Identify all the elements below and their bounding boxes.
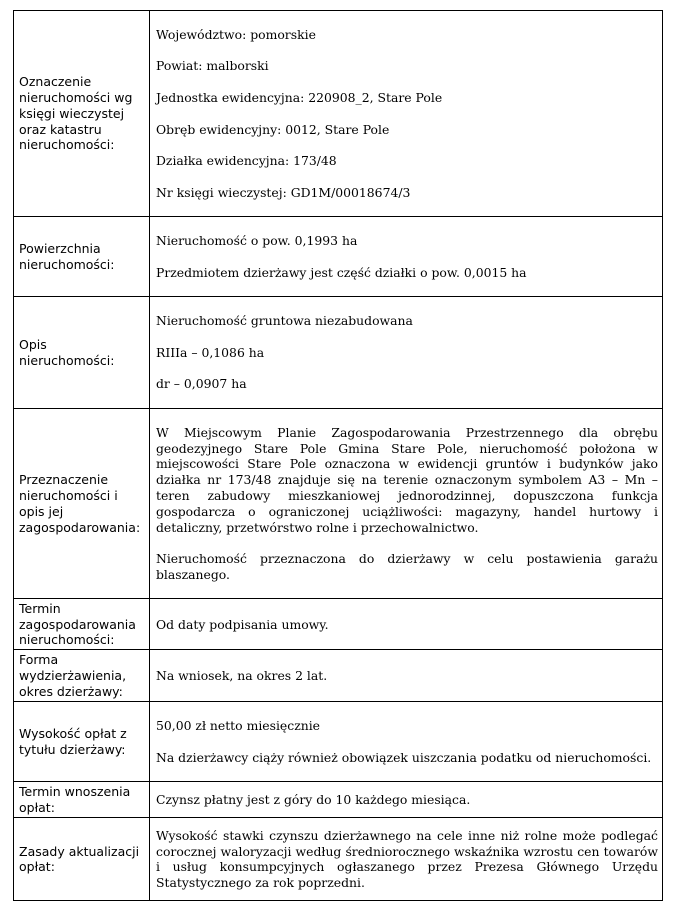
description-label: Opis nieruchomości: (14, 297, 150, 409)
table-row (14, 782, 663, 818)
voivodeship-line: Województwo: pomorskie (156, 26, 316, 42)
purpose-value (150, 408, 663, 599)
soil-class-line: RIIIa – 0,1086 ha (156, 344, 265, 360)
lease-form-value: Na wniosek, na okres 2 lat. (150, 650, 663, 702)
payment-term-label: Termin wnoszenia opłat: (14, 782, 150, 818)
zoning-plan-paragraph: W Miejscowym Planie Zagospodarowania Przestrzennego dla obrębu geodezyjnego Stare Pole Gmina Stare Pole, nieruchomość położona w miejscowości Stare Pole oznaczona w ewidencji gruntów i budynków jako działka nr 173/48 znajduje się na terenie oznaczonym symbolem A3 – Mn – teren zabudowy mieszkaniowej jednorodzinnej, dopuszczona funkcja gospodarcza o ograniczonej uciążliwości: magazyny, handel hurtowy i detaliczny, przetwórstwo rolne i przechowalnictwo. (156, 424, 658, 535)
lease-form-label: Forma wydzierżawienia, okres dzierżawy: (14, 650, 150, 702)
table-row (14, 297, 663, 409)
property-tax-line: Na dzierżawcy ciąży również obowiązek uiszczania podatku od nieruchomości. (156, 749, 652, 765)
table-row (14, 650, 663, 702)
registration-unit-line: Jednostka ewidencyjna: 220908_2, Stare Pole (156, 89, 443, 105)
purpose-label: Przeznaczenie nieruchomości i opis jej zagospodarowania: (14, 408, 150, 599)
table-row (14, 702, 663, 782)
land-type-line: Nieruchomość gruntowa niezabudowana (156, 313, 413, 329)
area-value (150, 217, 663, 297)
total-area-line: Nieruchomość o pow. 0,1993 ha (156, 233, 358, 249)
development-term-value: Od daty podpisania umowy. (150, 599, 663, 650)
description-value (150, 297, 663, 409)
property-lease-table (13, 10, 663, 901)
fee-update-value: Wysokość stawki czynszu dzierżawnego na cele inne niż rolne może podlegać corocznej waloryzacji według średniorocznego wskaźnika wzrostu cen towarów i usług konsumpcyjnych ogłaszanego przez Prezesa Głównego Urzędu Statystycznego za rok poprzedni. (150, 818, 663, 901)
county-line: Powiat: malborski (156, 58, 269, 74)
cadastral-district-line: Obręb ewidencyjny: 0012, Stare Pole (156, 121, 390, 137)
development-term-label: Termin zagospodarowania nieruchomości: (14, 599, 150, 650)
fee-amount-value (150, 702, 663, 782)
table-row (14, 599, 663, 650)
table-row (14, 408, 663, 599)
land-register-line: Nr księgi wieczystej: GD1M/00018674/3 (156, 184, 411, 200)
fee-update-label: Zasady aktualizacji opłat: (14, 818, 150, 901)
parcel-line: Działka ewidencyjna: 173/48 (156, 153, 337, 169)
property-designation-value (150, 11, 663, 217)
leased-area-line: Przedmiotem dzierżawy jest część działki o pow. 0,0015 ha (156, 264, 527, 280)
road-area-line: dr – 0,0907 ha (156, 376, 247, 392)
table-row (14, 217, 663, 297)
fee-amount-label: Wysokość opłat z tytułu dzierżawy: (14, 702, 150, 782)
lease-purpose-paragraph: Nieruchomość przeznaczona do dzierżawy w celu postawienia garażu blaszanego. (156, 551, 658, 582)
property-designation-label: Oznaczenie nieruchomości wg księgi wieczystej oraz katastru nieruchomości: (14, 11, 150, 217)
monthly-fee-line: 50,00 zł netto miesięcznie (156, 718, 321, 734)
table-row (14, 818, 663, 901)
area-label: Powierzchnia nieruchomości: (14, 217, 150, 297)
payment-term-value: Czynsz płatny jest z góry do 10 każdego miesiąca. (150, 782, 663, 818)
table-row (14, 11, 663, 217)
